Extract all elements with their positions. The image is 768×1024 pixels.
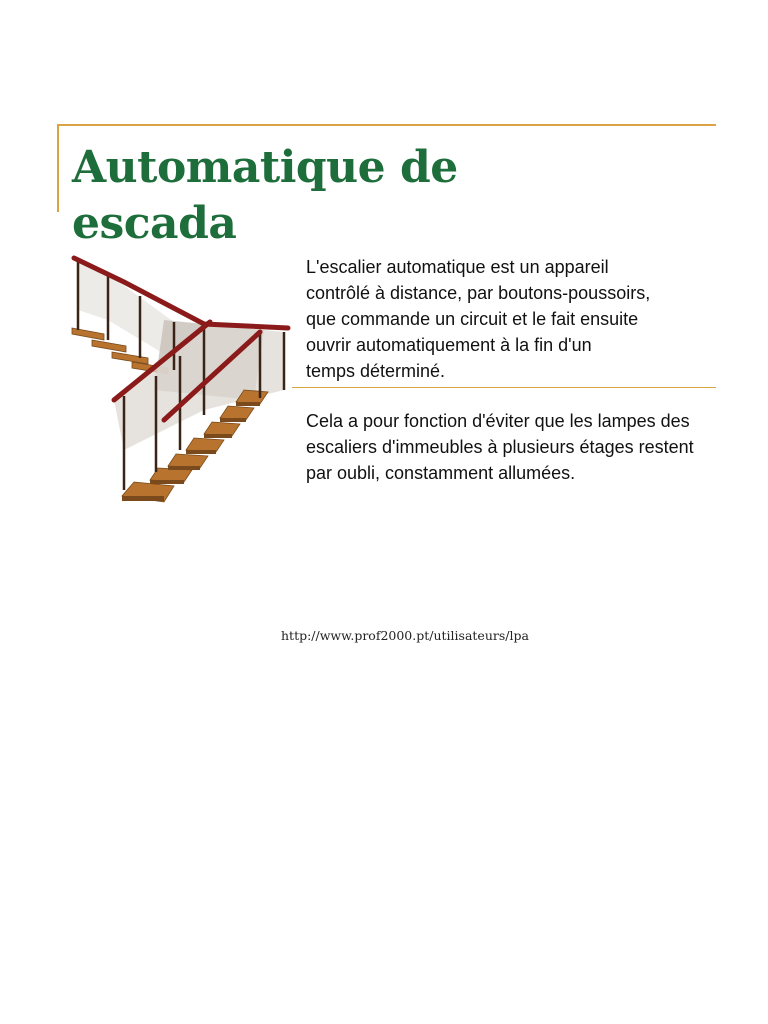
slide-title (72, 140, 492, 252)
paragraph1-line-1: L'escalier automatique est un appareil (306, 257, 609, 277)
middle-accent-rule (292, 387, 716, 388)
staircase-illustration (64, 240, 294, 520)
paragraph1-line-2: contrôlé à distance, par boutons-poussoirs, (306, 283, 651, 303)
paragraph1-line-5: temps déterminé. (306, 361, 446, 381)
source-url: http://www.prof2000.pt/utilisateurs/lpa (281, 628, 529, 643)
paragraph-function (306, 408, 726, 486)
paragraph-definition (306, 254, 726, 384)
paragraph1-line-4: ouvrir automatiquement à la fin d'un (306, 335, 592, 355)
top-accent-rule (58, 124, 716, 126)
paragraph1-line-3: que commande un circuit et le fait ensuite (306, 309, 639, 329)
paragraph2-line-3: par oubli, constamment allumées. (306, 463, 576, 483)
title-line-1: Automatique de (72, 142, 458, 193)
paragraph2-line-1: Cela a pour fonction d'éviter que les lampes des (306, 411, 690, 431)
left-accent-rule (57, 124, 59, 212)
title-line-2: escada (72, 198, 237, 249)
paragraph2-line-2: escaliers d'immeubles à plusieurs étages restent (306, 437, 694, 457)
